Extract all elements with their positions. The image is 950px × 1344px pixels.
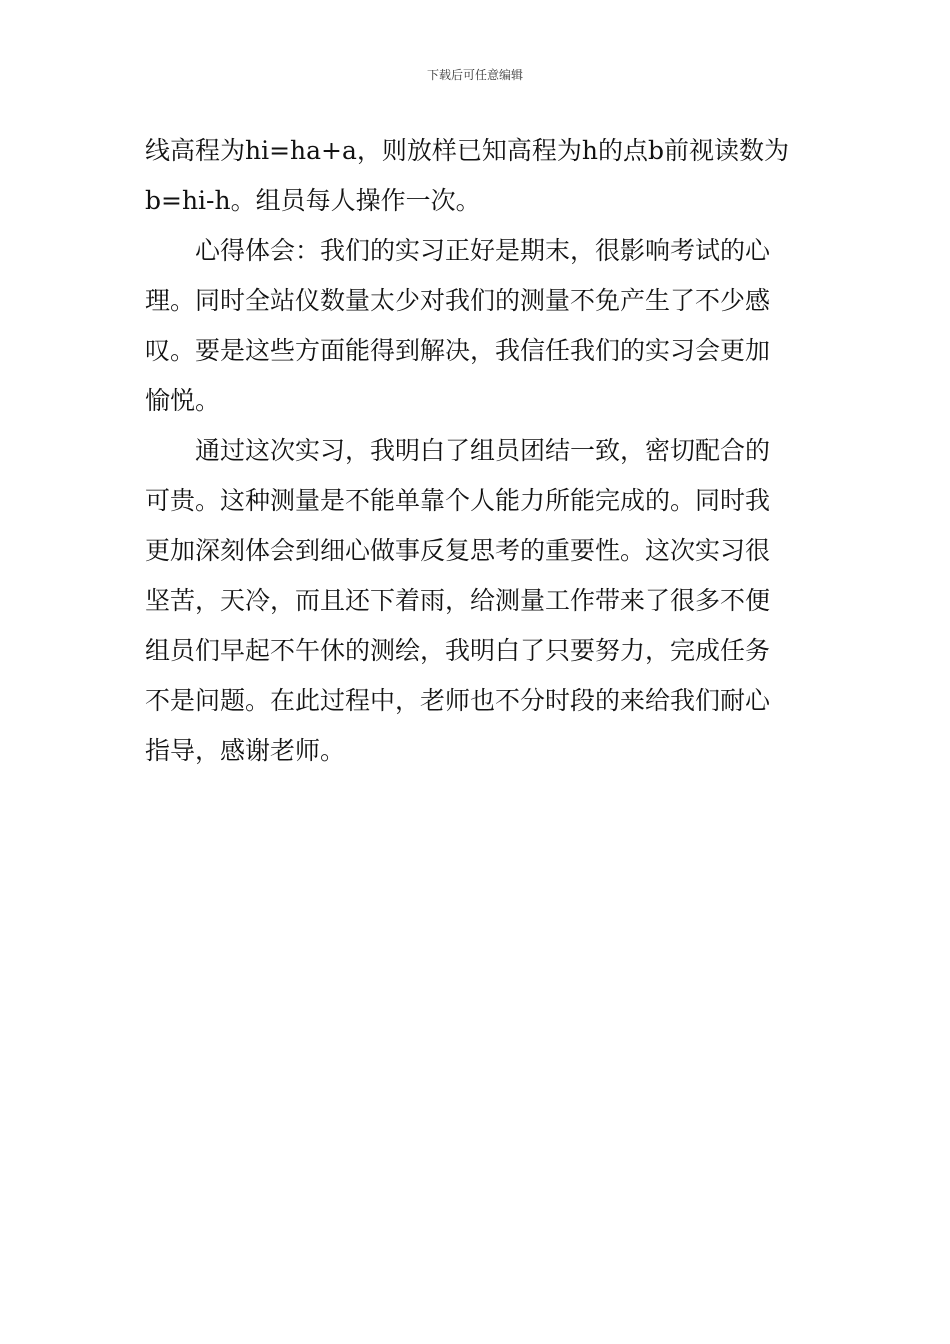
text-line: b=hi-h。组员每人操作一次。 <box>145 186 481 215</box>
text-line: 组员们早起不午休的测绘，我明白了只要努力，完成任务 <box>145 636 771 665</box>
text-line: 通过这次实习，我明白了组员团结一致，密切配合的 <box>195 436 771 465</box>
paragraph-lessons-learned <box>145 426 807 776</box>
text-line: 指导，感谢老师。 <box>145 736 346 765</box>
text-line: 更加深刻体会到细心做事反复思考的重要性。这次实习很 <box>145 536 771 565</box>
text-line: 理。同时全站仪数量太少对我们的测量不免产生了不少感 <box>145 286 771 315</box>
document-body <box>145 126 807 776</box>
text-line: 愉悦。 <box>145 386 221 415</box>
text-line: 叹。要是这些方面能得到解决，我信任我们的实习会更加 <box>145 336 771 365</box>
paragraph-reflections <box>145 226 807 426</box>
page-header: 下载后可任意编辑 <box>426 68 523 82</box>
text-line: 坚苦，天冷，而且还下着雨，给测量工作带来了很多不便 <box>145 586 771 615</box>
paragraph-stakeout-procedure <box>145 126 807 226</box>
text-line: 心得体会：我们的实习正好是期末，很影响考试的心 <box>195 236 771 265</box>
text-line: 线高程为hi=ha+a，则放样已知高程为h的点b前视读数为 <box>145 136 790 165</box>
text-line: 不是问题。在此过程中，老师也不分时段的来给我们耐心 <box>145 686 771 715</box>
text-line: 可贵。这种测量是不能单靠个人能力所能完成的。同时我 <box>145 486 771 515</box>
